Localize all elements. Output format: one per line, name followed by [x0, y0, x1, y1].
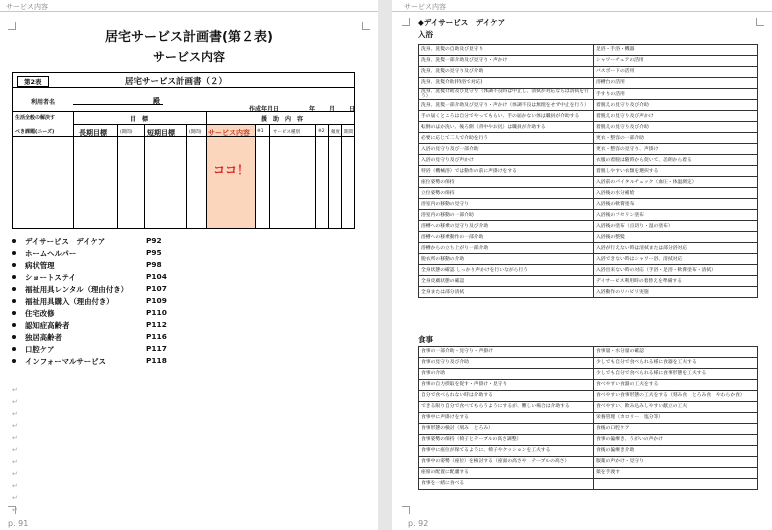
table-cell: 全身状態の確認 しっかり声かけを行いながら行う [419, 265, 594, 276]
table-row [419, 254, 758, 265]
bullet-icon [12, 323, 16, 327]
table-row [419, 391, 758, 402]
form-rule [13, 136, 354, 137]
form-col-rule [269, 124, 270, 228]
long-goal-header: 長期目標 [79, 129, 107, 137]
meal-table [418, 346, 758, 490]
table-row [419, 166, 758, 177]
service-page-ref: P104 [146, 272, 167, 281]
meal-title: 食事 [418, 335, 433, 344]
table-row [419, 369, 758, 380]
service-page-ref: P110 [146, 308, 167, 317]
service-name: 病状管理 [25, 261, 55, 270]
page-number: p. 92 [408, 519, 429, 528]
table-row [419, 111, 758, 122]
table-cell: 転倒のほか洗い、後ろ側（背中やお尻）は職員が介助する [419, 122, 594, 133]
service-list-item [12, 332, 182, 344]
service-list-item [12, 356, 182, 368]
table-row [419, 435, 758, 446]
table-cell: 洗身、洗髪介助(特浴で対応) [419, 78, 594, 89]
bullet-icon [12, 299, 16, 303]
service-name: 福祉用具レンタル（理由付き） [25, 285, 128, 294]
user-name-label: 利用者名 [31, 99, 56, 106]
table-cell: 入浴後の水分補給 [594, 188, 758, 199]
table-cell: 食事形態の検討（刻み とろみ） [419, 424, 594, 435]
table-cell: 浴槽台の活用 [594, 78, 758, 89]
table-row [419, 468, 758, 479]
form-col-rule [73, 111, 74, 228]
table-cell: 食べやすい食事形態の工夫をする（刻み食 とろみ食 やわらか食） [594, 391, 758, 402]
service-name: 認知症高齢者 [25, 321, 70, 330]
table-row [419, 122, 758, 133]
long-goal-period: (期間) [120, 130, 133, 135]
table-row [419, 479, 758, 490]
service-page-ref: P95 [146, 248, 162, 257]
table-cell: 食事の見守り及び介助 [419, 358, 594, 369]
form-col-rule [117, 124, 118, 228]
period-header: 期間 [344, 130, 353, 135]
table-cell: 入浴出来ない時の対応（手浴・足浴・軟膏塗布・清拭） [594, 265, 758, 276]
service-list-item [12, 344, 182, 356]
table-cell: 浴槽への移乗動作の一部介助 [419, 232, 594, 243]
page-left [0, 0, 378, 530]
table-row [419, 45, 758, 56]
page-right [392, 0, 772, 530]
table-cell [594, 479, 758, 490]
table-cell: 入浴後の軟膏塗布 [594, 199, 758, 210]
table-cell: 浴槽からの立ち上がり一部介助 [419, 243, 594, 254]
service-list-item [12, 260, 182, 272]
table-cell: バスボードの活用 [594, 67, 758, 78]
table-cell: 食後の口腔ケア [594, 424, 758, 435]
table-row [419, 380, 758, 391]
table-cell: 立位姿勢の保持 [419, 188, 594, 199]
table-row [419, 232, 758, 243]
service-name: 独居高齢者 [25, 333, 62, 342]
table-cell: 食事中の姿勢（座位）を検討する（座面の高さや テーブルの高さ） [419, 457, 594, 468]
support-header: 援 助 内 容 [261, 116, 304, 123]
table-cell: 食事の一部介助・見守り・声掛け [419, 347, 594, 358]
table-cell: 食後の偏療き介助 [594, 446, 758, 457]
document-subtitle: サービス内容 [152, 50, 225, 64]
service-name: ホームヘルパー [25, 249, 77, 258]
bath-table [418, 44, 758, 298]
table-cell: 座位姿勢の保持 [419, 177, 594, 188]
service-type-header: サービス種別 [273, 130, 300, 135]
table-cell: 必要に応じて二人で介助を行う [419, 133, 594, 144]
bullet-icon [12, 239, 16, 243]
bullet-icon [12, 275, 16, 279]
table-row [419, 265, 758, 276]
form-col-rule [315, 124, 316, 228]
created-date-label: 作成年月日 [249, 106, 280, 113]
service-name: インフォーマルサービス [25, 357, 106, 366]
goal-header: 目 標 [130, 116, 149, 123]
user-name-underline [73, 104, 163, 105]
table-cell: 浴槽への移乗の見守り及び介助 [419, 221, 594, 232]
page-header: サービス内容 [404, 3, 446, 11]
table-cell: 食事の偏療き、うがいの声かけ [594, 435, 758, 446]
mark-2: ※2 [318, 129, 325, 134]
bath-title: 入浴 [418, 30, 433, 39]
table-cell: 食事量・水分量の確認 [594, 347, 758, 358]
table-cell: 入浴が行えない時は清拭または部分浴対応 [594, 243, 758, 254]
corner-mark [8, 506, 16, 514]
table-cell: 手すりの活用 [594, 89, 758, 100]
table-row [419, 188, 758, 199]
service-page-ref: P112 [146, 320, 167, 329]
bullet-icon [12, 311, 16, 315]
form-col-rule [186, 124, 187, 228]
form-col-rule [206, 111, 207, 228]
service-content-header: サービス内容 [208, 129, 250, 137]
care-plan-form [12, 72, 355, 229]
table-cell: 入浴後の塗布（点切り・湿の塗布） [594, 221, 758, 232]
table-cell: 洗身、洗髪の自助及び見守り [419, 45, 594, 56]
service-content-highlight [207, 125, 255, 228]
table-cell: 着脱えの見守り及び介助 [594, 122, 758, 133]
table-row [419, 144, 758, 155]
form-rule [13, 111, 354, 112]
table-cell: 食事中に声掛けをする [419, 413, 594, 424]
service-name: 住宅改修 [25, 309, 55, 318]
table-cell: 洗身、洗髪介助及び見守り（体調不良時は中止し、清拭が対応ならば清拭を行う） [419, 89, 594, 100]
corner-mark [402, 506, 410, 514]
service-list-item [12, 296, 182, 308]
service-page-ref: P98 [146, 260, 162, 269]
table-row [419, 358, 758, 369]
table-cell: 入浴の見守り及び一部介助 [419, 144, 594, 155]
table-cell: 全身または部分清拭 [419, 287, 594, 298]
form-col-rule [255, 124, 256, 228]
issues-label: 生活全般の解決す [15, 115, 56, 121]
needs-label: べき課題(ニーズ) [15, 129, 55, 135]
month-label: 月 [329, 106, 336, 113]
table-cell: 少しでも自分で食べられる様に食器を工夫する [594, 358, 758, 369]
table-cell: 少しでも自分で食べられる様に食事形態を工夫する [594, 369, 758, 380]
table-cell: 食事の介助 [419, 369, 594, 380]
table-cell: 食べやすい食器の工夫をする [594, 380, 758, 391]
table-cell: 入浴後のフセリン塗布 [594, 210, 758, 221]
table-row [419, 210, 758, 221]
document-title: 居宅サービス計画書(第２表) [105, 30, 273, 45]
table-cell: シャワーチェアの活用 [594, 56, 758, 67]
service-list-item [12, 236, 182, 248]
table-cell: 浴室内の移動の一部介助 [419, 210, 594, 221]
table-row [419, 446, 758, 457]
year-label: 年 [309, 106, 316, 113]
table-cell: デイサービス利用時の着替えを準備する [594, 276, 758, 287]
table-row [419, 276, 758, 287]
table-row [419, 287, 758, 298]
table-row [419, 133, 758, 144]
table-row [419, 177, 758, 188]
table-cell: 入浴前のバイタルチェック（血圧・体温測定） [594, 177, 758, 188]
table-row [419, 89, 758, 100]
service-name: デイサービス デイケア [25, 237, 106, 246]
table-cell: 着脱えの見守り及び介助 [594, 100, 758, 111]
corner-mark [756, 18, 764, 26]
day-label: 日 [349, 106, 356, 113]
table-cell: 服薬の声かけ・見守り [594, 457, 758, 468]
service-page-ref: P118 [146, 356, 167, 365]
table-cell: 栄養管理（カロリー 塩分等） [594, 413, 758, 424]
service-page-ref: P92 [146, 236, 162, 245]
table-cell: 洗身、洗髪一部介助及び見守り・声かけ [419, 56, 594, 67]
table-cell: 洗身、洗髪の見守り及び介助 [419, 67, 594, 78]
table-row [419, 67, 758, 78]
table-cell: 特浴（機械浴）では動作の前に声掛けをする [419, 166, 594, 177]
header-divider [0, 11, 378, 12]
table-cell: 全身皮膚状態の確認 [419, 276, 594, 287]
table-row [419, 413, 758, 424]
service-page-ref: P109 [146, 296, 167, 305]
form-col-rule [341, 124, 342, 228]
table-cell: 着脱えの見守り及び声かけ [594, 111, 758, 122]
table-row [419, 199, 758, 210]
form-title: 居宅サービス計画書（２） [125, 77, 228, 87]
table-cell: 更衣・整容の一部介助 [594, 133, 758, 144]
table-cell: 座席の配置に配慮する [419, 468, 594, 479]
service-page-ref: P117 [146, 344, 167, 353]
table-row [419, 457, 758, 468]
form-rule [13, 87, 354, 88]
service-page-ref: P116 [146, 332, 167, 341]
table-cell: 更衣・整容の見守り、声掛け [594, 144, 758, 155]
short-goal-period: (期間) [189, 130, 202, 135]
table-cell: 手の届くところは自分でやってもらい、手の届かない体は職員が介助する [419, 111, 594, 122]
bullet-icon [12, 335, 16, 339]
table-cell: できる限り自分で食べてもらうようにするが、難しい場合は介助する [419, 402, 594, 413]
bullet-icon [12, 347, 16, 351]
service-name: 福祉用具購入（理由付き） [25, 297, 114, 306]
corner-mark [402, 18, 410, 26]
service-name: ショートステイ [25, 273, 76, 282]
table-row [419, 424, 758, 435]
table-cell: 浴室内の移動の見守り [419, 199, 594, 210]
table-cell: 衣服の着脱は随時から促いて、恙朗から着る [594, 155, 758, 166]
table-cell: 食事を一緒に食べる [419, 479, 594, 490]
table-cell: 入浴動作のリハビリ実施 [594, 287, 758, 298]
page-header: サービス内容 [6, 3, 48, 11]
table-row [419, 243, 758, 254]
honorific: 殿 [153, 97, 160, 105]
table-cell: 食事姿勢の保持（椅子とテーブルの高さ調整） [419, 435, 594, 446]
service-list-item [12, 248, 182, 260]
bullet-icon [12, 359, 16, 363]
table-row [419, 100, 758, 111]
mark-1: ※1 [257, 129, 264, 134]
paragraph-marks: ↵ ↵ ↵ ↵ ↵ ↵ ↵ ↵ ↵ ↵ ↵ [12, 386, 18, 514]
table-cell: 着脱しやすい衣類を選択する [594, 166, 758, 177]
table-cell: 食事中に座位が保てるように、椅子やクッションを工夫する [419, 446, 594, 457]
page-number: p. 91 [8, 519, 29, 528]
service-list-item [12, 284, 182, 296]
service-page-ref: P107 [146, 284, 167, 293]
table-row [419, 56, 758, 67]
service-list-item [12, 272, 182, 284]
bullet-icon [12, 251, 16, 255]
table-row [419, 402, 758, 413]
table-row [419, 78, 758, 89]
header-divider [392, 11, 772, 12]
form-tag: 第2表 [17, 76, 49, 87]
table-row [419, 347, 758, 358]
form-col-rule [328, 124, 329, 228]
form-col-rule [144, 124, 145, 228]
bullet-icon [12, 287, 16, 291]
table-cell: 洗身、洗髪一部介助及び見守り・声かけ（体調不良は無理をせず中止を行う） [419, 100, 594, 111]
short-goal-header: 短期目標 [147, 129, 175, 137]
bullet-icon [12, 263, 16, 267]
table-cell: 食べやすい、飲み込みしやすい献立の工夫 [594, 402, 758, 413]
service-name: 口腔ケア [25, 345, 55, 354]
table-cell: 入浴の見守り及び声かけ [419, 155, 594, 166]
service-list-item [12, 320, 182, 332]
table-cell: 入浴できない時はシャワー浴、清拭対応 [594, 254, 758, 265]
service-list-item [12, 308, 182, 320]
service-index-list [12, 236, 182, 368]
section-title: ◆デイサービス デイケア [418, 18, 506, 27]
table-cell: 食事の自力摂取を促す・声掛け・見守り [419, 380, 594, 391]
table-cell: 脱衣所の移動の介助 [419, 254, 594, 265]
table-cell: 入浴後の整髪 [594, 232, 758, 243]
table-cell: 自分で食べられない時は介助する [419, 391, 594, 402]
frequency-header: 頻度 [331, 130, 340, 135]
table-cell: 薬を手渡す [594, 468, 758, 479]
table-row [419, 155, 758, 166]
table-cell: 足浴・手浴・機器 [594, 45, 758, 56]
table-row [419, 221, 758, 232]
koko-label: ココ！ [212, 163, 249, 177]
